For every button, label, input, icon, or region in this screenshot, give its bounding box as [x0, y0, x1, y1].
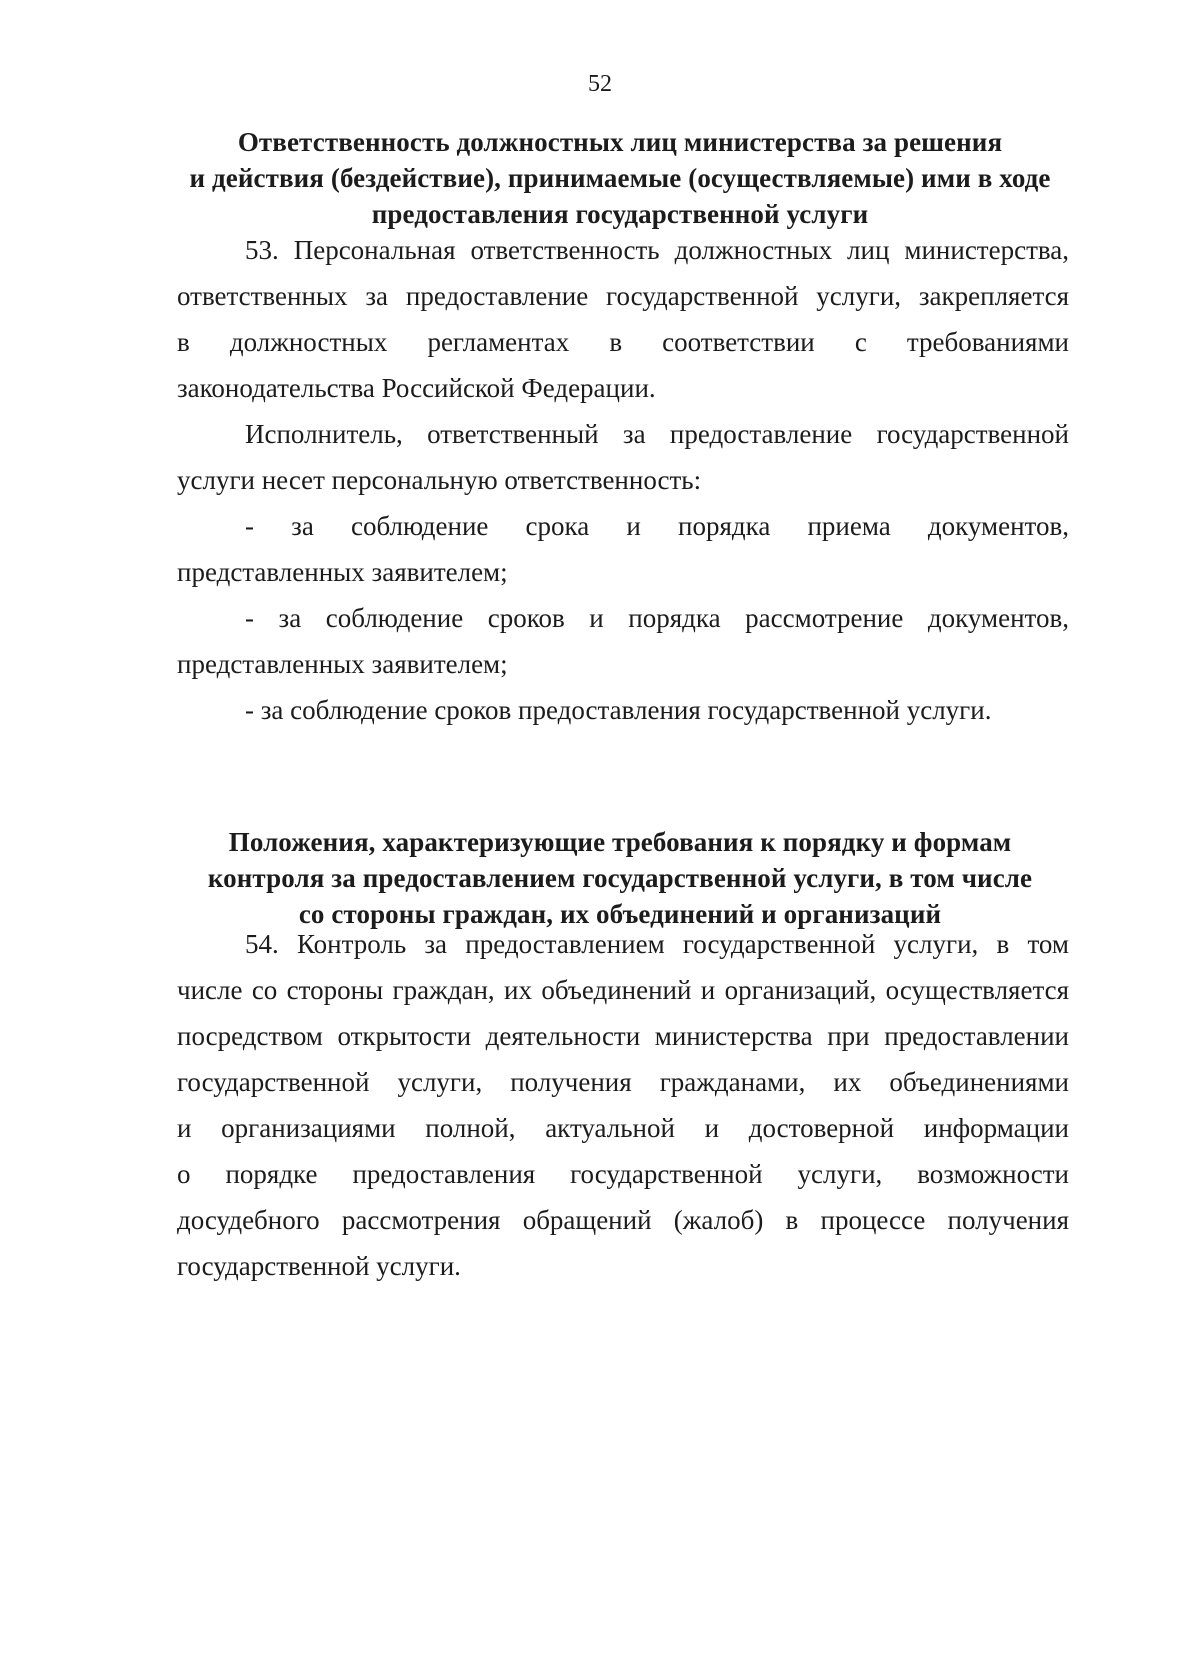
heading-line: Ответственность должностных лиц министерства за решения [237, 127, 1003, 157]
paragraph-line: законодательства Российской Федерации. [177, 373, 656, 403]
paragraph-line: государственной услуги. [177, 1251, 461, 1281]
list-item-line: представленных заявителем; [177, 557, 508, 587]
paragraph-line: Исполнитель, ответственный за предоставление государственной [245, 419, 1069, 449]
list-item-line: представленных заявителем; [177, 649, 508, 679]
heading-line: Положения, характеризующие требования к порядку и формам [228, 827, 1012, 857]
paragraph-line: и организациями полной, актуальной и достоверной информации [177, 1113, 1069, 1143]
heading-line: и действия (бездействие), принимаемые (осуществляемые) ими в ходе [189, 163, 1051, 193]
heading-line: со стороны граждан, их объединений и организаций [298, 899, 942, 929]
paragraph-line: государственной услуги, получения гражданами, их объединениями [177, 1067, 1069, 1097]
paragraph-line: в должностных регламентах в соответствии с требованиями [177, 327, 1069, 357]
paragraph-line: числе со стороны граждан, их объединений и организаций, осуществляется [177, 975, 1069, 1005]
list-item-line: - за соблюдение срока и порядка приема документов, [245, 511, 1069, 541]
section-heading-responsibility [160, 124, 1080, 232]
section-heading-control [160, 824, 1080, 932]
list-item-line: - за соблюдение сроков и порядка рассмотрение документов, [245, 603, 1069, 633]
paragraph-line: досудебного рассмотрения обращений (жалоб) в процессе получения [177, 1205, 1069, 1235]
list-item-line: - за соблюдение сроков предоставления государственной услуги. [245, 695, 992, 725]
paragraph-line: 54. Контроль за предоставлением государственной услуги, в том [245, 929, 1069, 959]
heading-line: контроля за предоставлением государственной услуги, в том числе [207, 863, 1033, 893]
paragraph-line: услуги несет персональную ответственность: [177, 465, 702, 495]
page-number: 52 [588, 71, 612, 97]
paragraph-line: ответственных за предоставление государственной услуги, закрепляется [177, 281, 1069, 311]
heading-line: предоставления государственной услуги [371, 199, 869, 229]
paragraph-line: о порядке предоставления государственной услуги, возможности [177, 1159, 1069, 1189]
paragraph-line: посредством открытости деятельности министерства при предоставлении [177, 1021, 1069, 1051]
paragraph-line: 53. Персональная ответственность должностных лиц министерства, [245, 235, 1069, 265]
